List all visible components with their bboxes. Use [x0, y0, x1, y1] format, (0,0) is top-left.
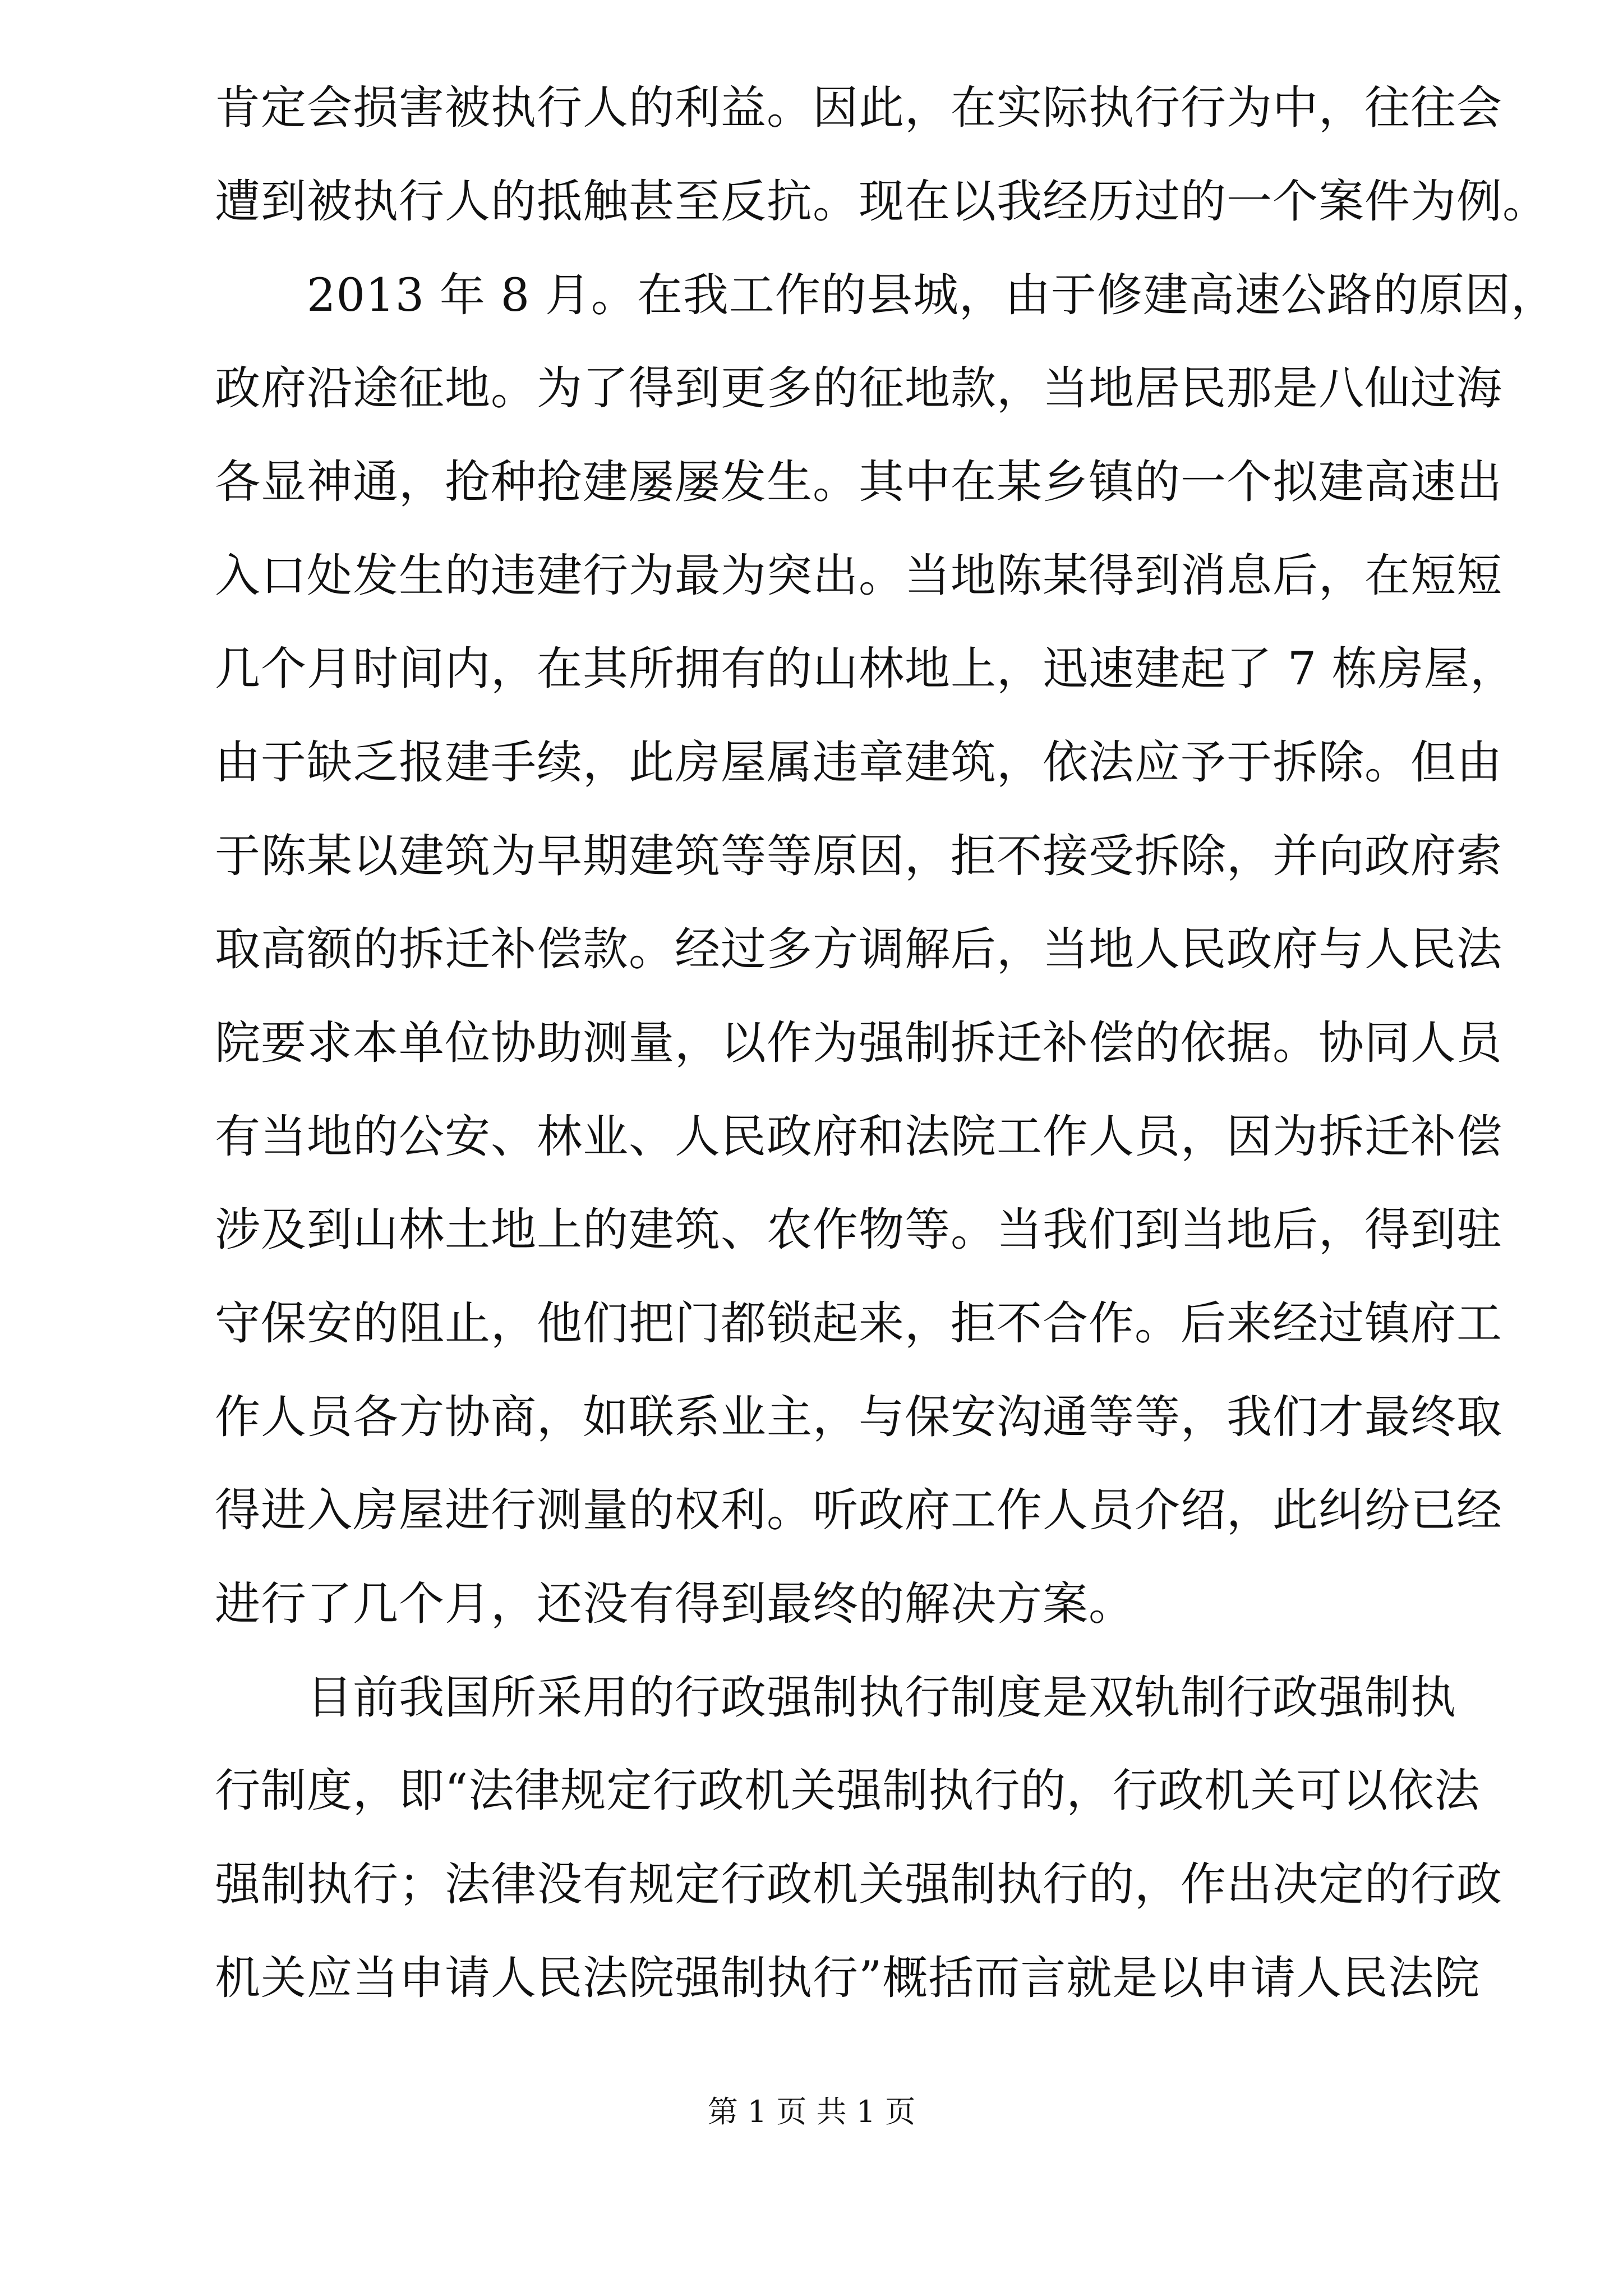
body-line: 作人员各方协商，如联系业主，与保安沟通等等，我们才最终取: [215, 1391, 1503, 1444]
body-line: 几个月时间内，在其所拥有的山林地上，迅速建起了 7 栋房屋，: [215, 643, 1516, 696]
body-line: 取高额的拆迁补偿款。经过多方调解后，当地人民政府与人民法: [215, 923, 1503, 976]
body-line: 入口处发生的违建行为最为突出。当地陈某得到消息后，在短短: [215, 550, 1503, 602]
body-line: 机关应当申请人民法院强制执行”概括而言就是以申请人民法院: [215, 1952, 1481, 2005]
body-line: 肯定会损害被执行人的利益。因此，在实际执行行为中，往往会: [215, 82, 1503, 135]
body-line: 2013 年 8 月。在我工作的县城，由于修建高速公路的原因，: [215, 269, 1557, 322]
body-line: 目前我国所采用的行政强制执行制度是双轨制行政强制执: [215, 1672, 1457, 1724]
body-line: 院要求本单位协助测量，以作为强制拆迁补偿的依据。协同人员: [215, 1017, 1503, 1070]
body-line: 得进入房屋进行测量的权利。听政府工作人员介绍，此纠纷已经: [215, 1484, 1503, 1537]
body-line: 进行了几个月，还没有得到最终的解决方案。: [215, 1578, 1135, 1631]
body-line: 各显神通，抢种抢建屡屡发生。其中在某乡镇的一个拟建高速出: [215, 456, 1503, 509]
body-line: 涉及到山林土地上的建筑、农作物等。当我们到当地后，得到驻: [215, 1204, 1503, 1257]
body-line: 守保安的阻止，他们把门都锁起来，拒不合作。后来经过镇府工: [215, 1297, 1503, 1350]
body-line: 由于缺乏报建手续，此房屋属违章建筑，依法应予于拆除。但由: [215, 737, 1503, 789]
body-line: 有当地的公安、林业、人民政府和法院工作人员，因为拆迁补偿: [215, 1111, 1503, 1163]
page-footer: 第 1 页 共 1 页: [707, 2094, 916, 2129]
body-line: 于陈某以建筑为早期建筑等等原因，拒不接受拆除，并向政府索: [215, 830, 1503, 883]
body-line: 行制度，即“法律规定行政机关强制执行的，行政机关可以依法: [215, 1765, 1481, 1818]
body-line: 遭到被执行人的抵触甚至反抗。现在以我经历过的一个案件为例。: [215, 176, 1549, 228]
body-line: 政府沿途征地。为了得到更多的征地款，当地居民那是八仙过海: [215, 362, 1503, 415]
body-line: 强制执行；法律没有规定行政机关强制执行的，作出决定的行政: [215, 1858, 1503, 1911]
